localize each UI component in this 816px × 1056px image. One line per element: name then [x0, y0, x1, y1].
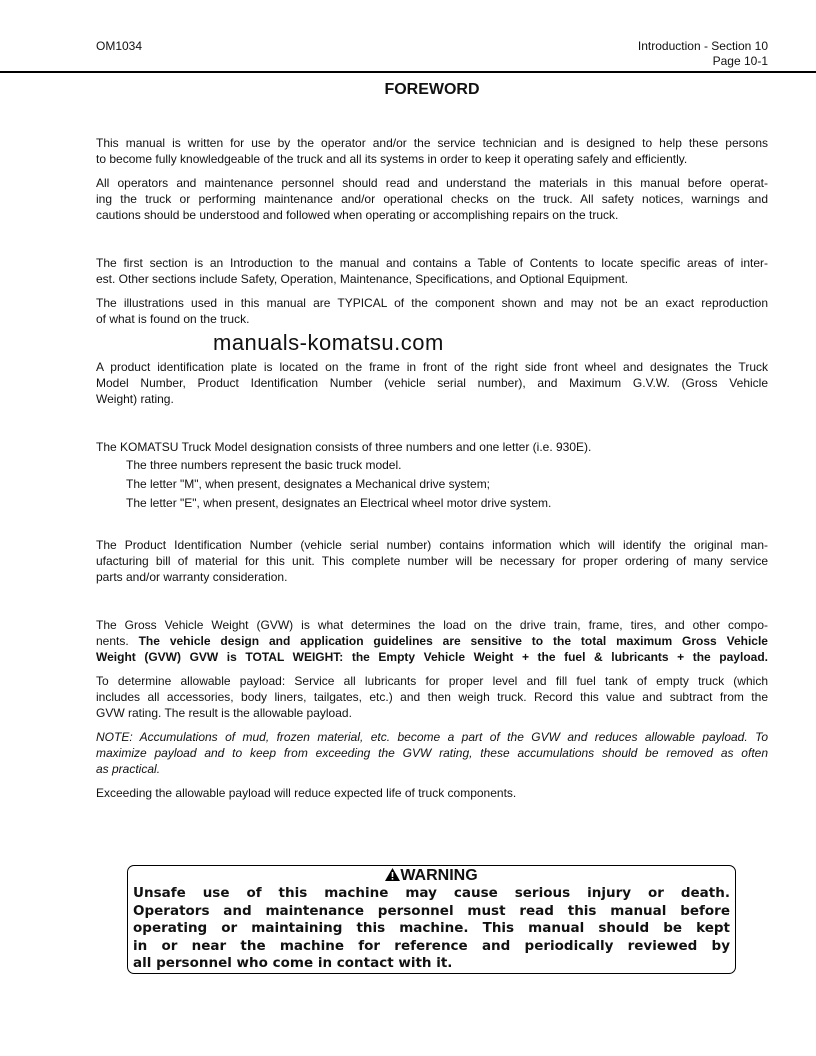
line: The Gross Vehicle Weight (GVW) is what determines the load on the drive train, frame, tires, and other compo- — [96, 618, 768, 632]
watermark: manuals-komatsu.com — [213, 330, 444, 355]
warning-text — [133, 885, 730, 973]
line: cautions should be understood and followed when operating or accomplishing repairs on the truck. — [96, 208, 619, 222]
warning-triangle-icon — [385, 868, 400, 881]
line: The Product Identification Number (vehicle serial number) contains information which will identify the original man- — [96, 538, 768, 552]
line: in or near the machine for reference and periodically reviewed by — [133, 937, 730, 954]
line: maximize payload and to keep from exceeding the GVW rating, these accumulations should be removed as often — [96, 746, 768, 760]
line: includes all accessories, body liners, tailgates, etc.) and then weigh truck. Record this value and subtract from the — [96, 690, 768, 704]
paragraph-exceeding — [96, 785, 768, 801]
paragraph-id-plate — [96, 359, 768, 407]
line: NOTE: Accumulations of mud, frozen material, etc. become a part of the GVW and reduces allowable payload. To — [96, 730, 768, 744]
line: The illustrations used in this manual are TYPICAL of the component shown and may not be an exact reproduction — [96, 296, 768, 310]
warning-box — [127, 865, 736, 974]
line: The KOMATSU Truck Model designation consists of three numbers and one letter (i.e. 930E). — [96, 440, 592, 454]
line: ufacturing bill of material for this unit. This complete number will be necessary for proper ordering of many service — [96, 554, 768, 568]
bold-text: The vehicle design and application guidelines are sensitive to the total maximum Gross Vehicle — [138, 634, 768, 648]
line: operating or maintaining this machine. This manual should be kept — [133, 920, 730, 936]
document-id: OM1034 — [96, 39, 143, 53]
line: All operators and maintenance personnel should read and understand the materials in this manual before operat- — [96, 176, 768, 190]
section-label: Introduction - Section 10 — [637, 39, 768, 53]
paragraph-payload — [96, 673, 768, 721]
line: Unsafe use of this machine may cause serious injury or death. — [133, 885, 730, 901]
line: GVW rating. The result is the allowable payload. — [96, 706, 352, 720]
warning-heading — [128, 867, 735, 884]
page-title: FOREWORD — [384, 81, 480, 98]
line: all personnel who come in contact with it. — [133, 955, 453, 971]
page-number: Page 10-1 — [712, 54, 768, 68]
line: of what is found on the truck. — [96, 312, 250, 326]
line: Operators and maintenance personnel must read this manual before — [133, 902, 730, 919]
warning-title: WARNING — [400, 867, 478, 884]
paragraph-sections — [96, 255, 768, 287]
line: as practical. — [96, 762, 161, 776]
line: Weight) rating. — [96, 392, 174, 406]
line: parts and/or warranty consideration. — [96, 570, 288, 584]
list-item: The letter "M", when present, designates a Mechanical drive system; — [126, 477, 491, 491]
paragraph-model-designation — [96, 439, 768, 455]
paragraph-gvw — [96, 617, 768, 665]
paragraph-pin — [96, 537, 768, 585]
header-divider — [0, 71, 816, 73]
line: ing the truck or performing maintenance and/or operational checks on the truck. All safety notices, warnings and — [96, 192, 768, 206]
paragraph-operators — [96, 175, 768, 223]
paragraph-purpose — [96, 135, 768, 167]
line — [96, 633, 768, 649]
bold-text: Weight (GVW) GVW is TOTAL WEIGHT: the Empty Vehicle Weight + the fuel & lubricants + the payload. — [96, 650, 768, 664]
paragraph-illustrations — [96, 295, 768, 327]
line — [96, 649, 768, 665]
line: To determine allowable payload: Service all lubricants for proper level and fill fuel tank of empty truck (which — [96, 674, 768, 688]
line: est. Other sections include Safety, Operation, Maintenance, Specifications, and Optional Equipment. — [96, 272, 629, 286]
text: nents. — [96, 634, 129, 648]
model-designation-list — [126, 457, 766, 514]
line: This manual is written for use by the operator and/or the service technician and is designed to help these persons — [96, 136, 768, 150]
note-accumulations — [96, 729, 768, 777]
line: to become fully knowledgeable of the truck and all its systems in order to keep it operating safely and efficiently. — [96, 152, 688, 166]
list-item: The three numbers represent the basic truck model. — [126, 458, 402, 472]
line: The first section is an Introduction to the manual and contains a Table of Contents to locate specific areas of inter- — [96, 256, 768, 270]
line: Exceeding the allowable payload will reduce expected life of truck components. — [96, 786, 517, 800]
line: A product identification plate is located on the frame in front of the right side front wheel and designates the Truck — [96, 360, 768, 374]
line: Model Number, Product Identification Number (vehicle serial number), and Maximum G.V.W. (Gross Vehicle — [96, 376, 768, 390]
list-item: The letter "E", when present, designates an Electrical wheel motor drive system. — [126, 496, 552, 510]
